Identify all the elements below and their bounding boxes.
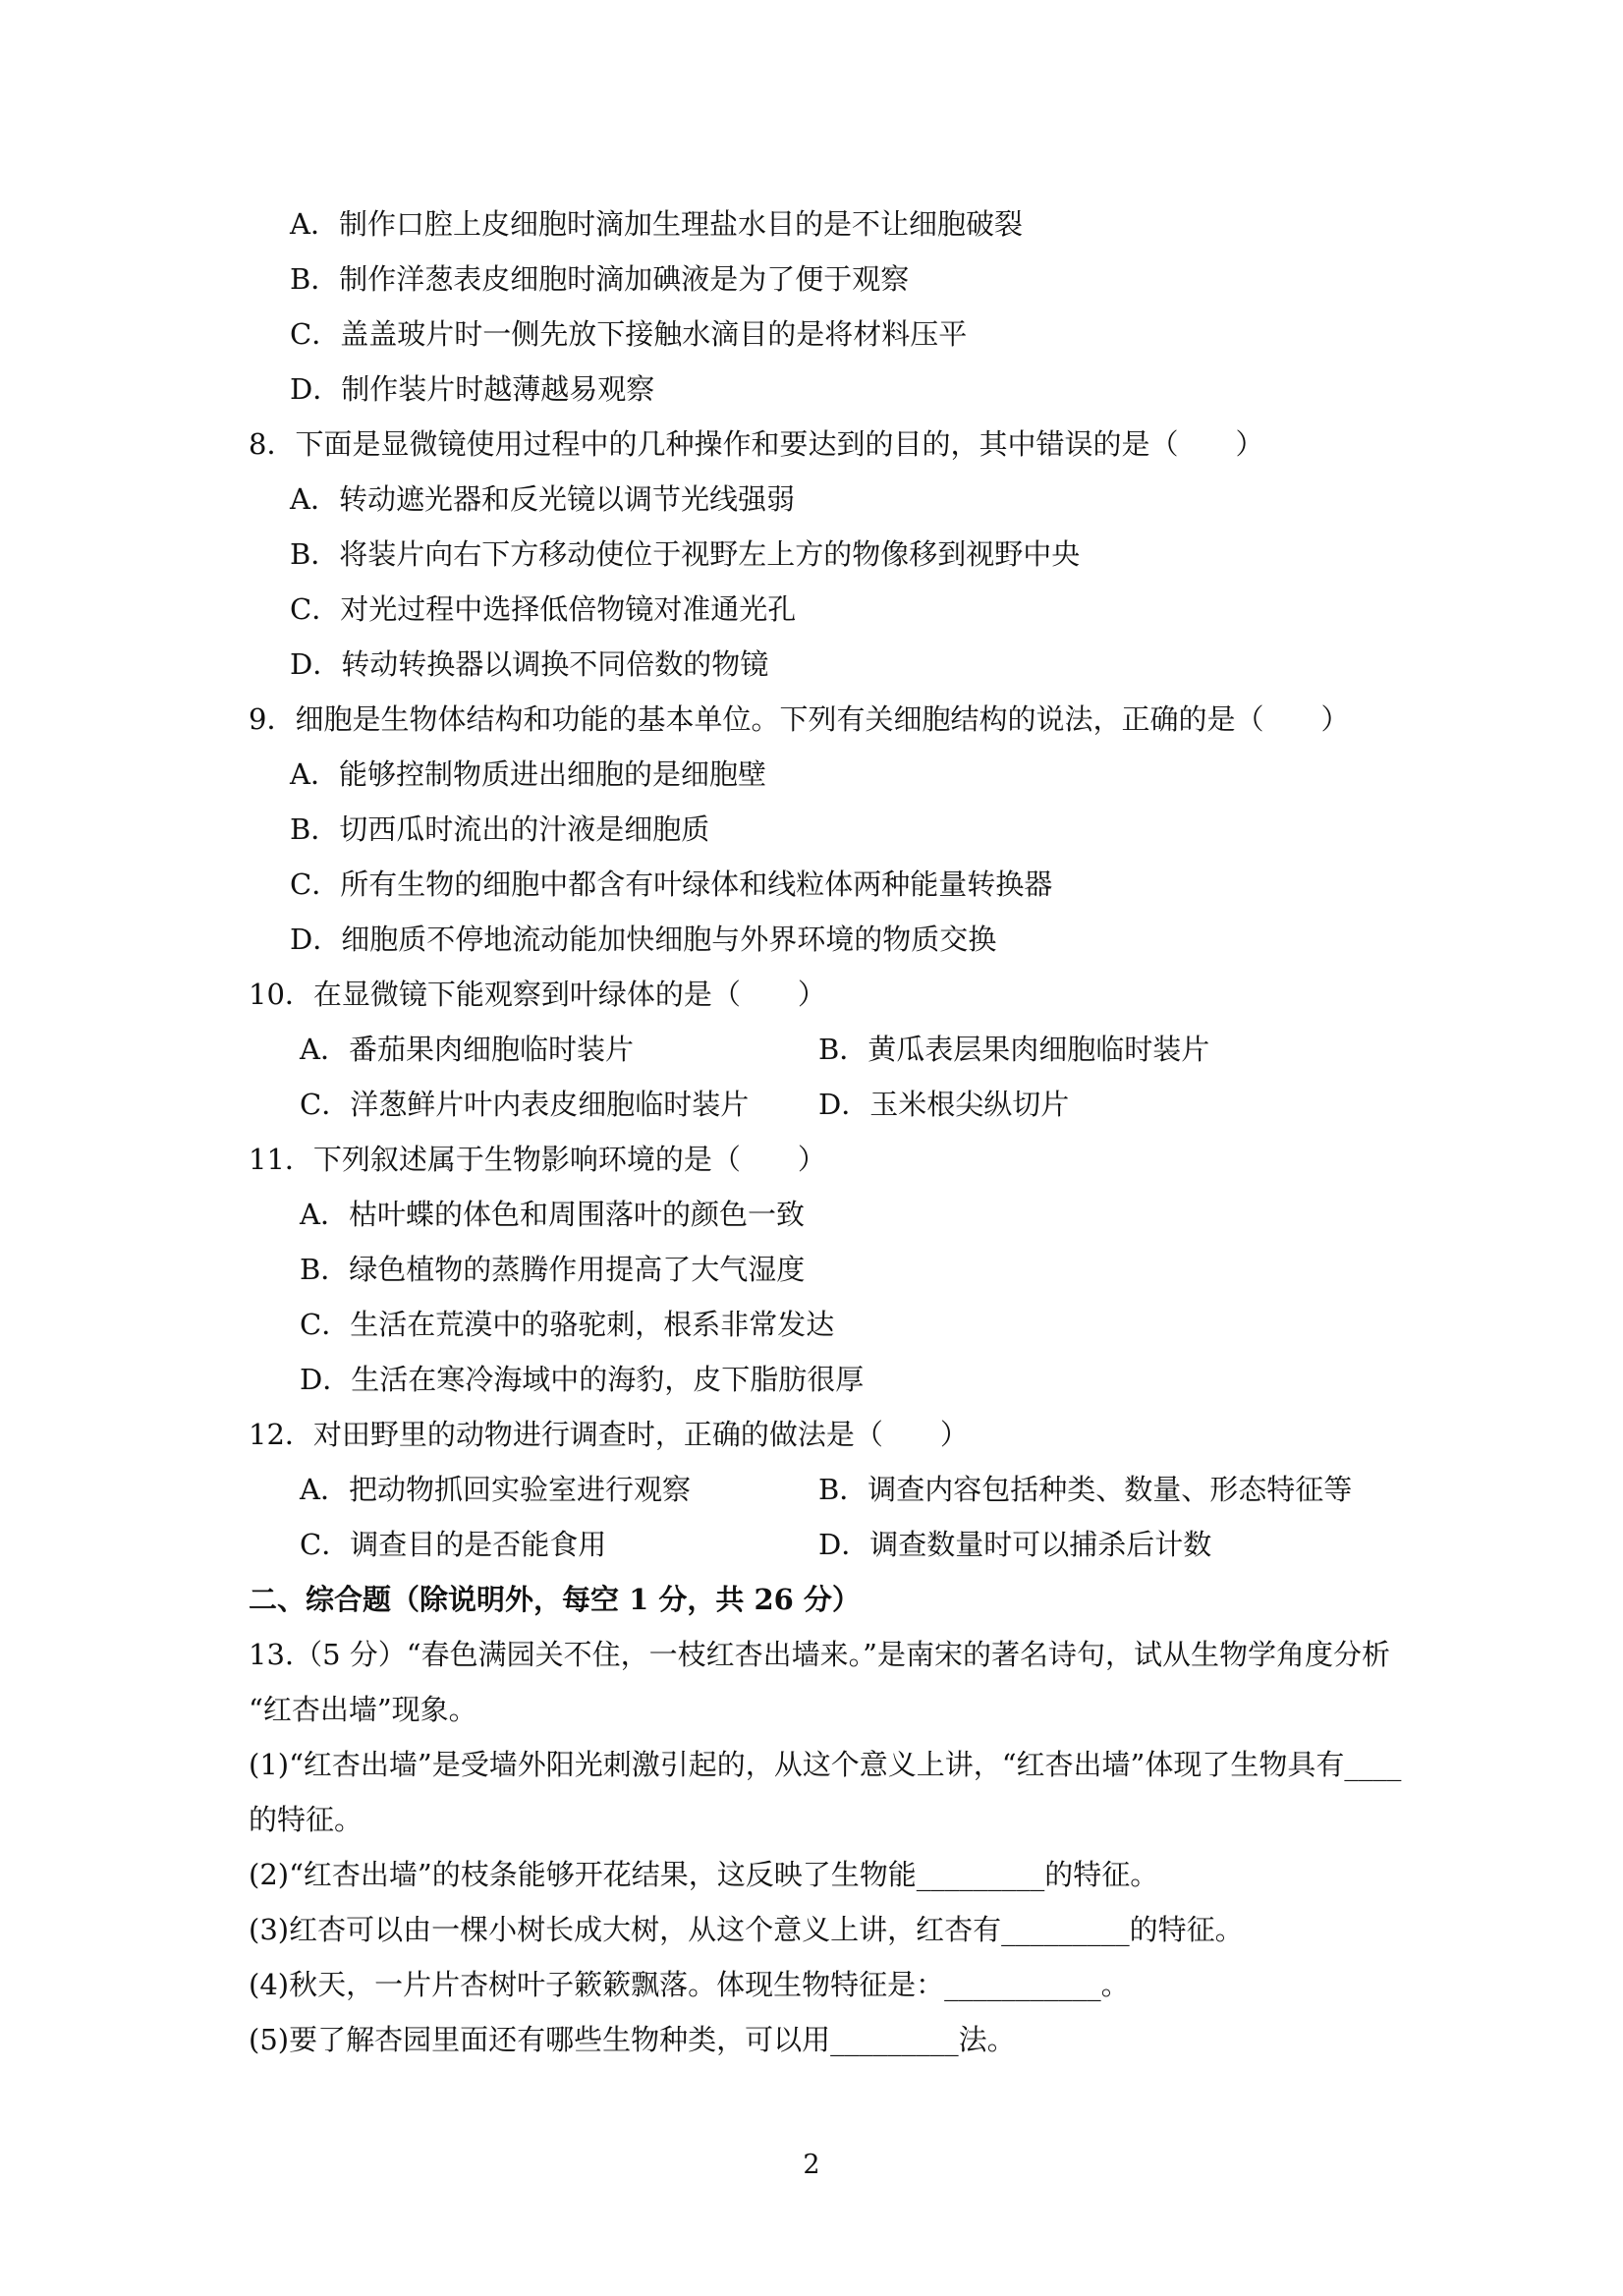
q9-option-c: C．所有生物的细胞中都含有叶绿体和线粒体两种能量转换器	[290, 868, 1053, 901]
q12-option-c: C．调查目的是否能食用	[300, 1528, 607, 1561]
q13-stem-line2: “红杏出墙”现象。	[249, 1693, 477, 1726]
q11-option-c: C．生活在荒漠中的骆驼刺，根系非常发达	[300, 1308, 835, 1341]
q8-option-c: C．对光过程中选择低倍物镜对准通光孔	[290, 592, 797, 626]
q13-part1-line1: (1)“红杏出墙”是受墙外阳光刺激引起的，从这个意义上讲，“红杏出墙”体现了生物具有____	[249, 1748, 1402, 1781]
q13-part4: (4)秋天，一片片杏树叶子簌簌飘落。体现生物特征是：___________。	[249, 1968, 1130, 2001]
q9-option-a: A．能够控制物质进出细胞的是细胞壁	[290, 757, 766, 791]
q10-option-a: A．番茄果肉细胞临时装片	[300, 1033, 634, 1066]
q12-stem: 12．对田野里的动物进行调查时，正确的做法是（ ）	[249, 1418, 969, 1451]
q12-option-d: D．调查数量时可以捕杀后计数	[818, 1528, 1212, 1561]
q12-option-b: B．调查内容包括种类、数量、形态特征等	[818, 1473, 1353, 1506]
page-number: 2	[803, 2150, 820, 2180]
q7-option-b: B．制作洋葱表皮细胞时滴加碘液是为了便于观察	[290, 262, 910, 296]
q13-part2: (2)“红杏出墙”的枝条能够开花结果，这反映了生物能_________的特征。	[249, 1858, 1159, 1891]
q11-option-a: A．枯叶蝶的体色和周围落叶的颜色一致	[300, 1198, 805, 1231]
section-heading: 二、综合题（除说明外，每空 1 分，共 26 分）	[249, 1583, 861, 1616]
q7-option-d: D．制作装片时越薄越易观察	[290, 372, 655, 406]
q11-option-d: D．生活在寒冷海域中的海豹，皮下脂肪很厚	[300, 1363, 865, 1396]
q11-stem: 11．下列叙述属于生物影响环境的是（ ）	[249, 1143, 826, 1176]
q10-option-b: B．黄瓜表层果肉细胞临时装片	[818, 1033, 1210, 1066]
q8-option-d: D．转动转换器以调换不同倍数的物镜	[290, 647, 769, 681]
q13-part3: (3)红杏可以由一棵小树长成大树，从这个意义上讲，红杏有_________的特征。	[249, 1913, 1244, 1946]
q12-option-a: A．把动物抓回实验室进行观察	[300, 1473, 691, 1506]
q9-stem: 9．细胞是生物体结构和功能的基本单位。下列有关细胞结构的说法，正确的是（ ）	[249, 702, 1350, 736]
q9-option-d: D．细胞质不停地流动能加快细胞与外界环境的物质交换	[290, 923, 997, 956]
q10-option-d: D．玉米根尖纵切片	[818, 1088, 1070, 1121]
q10-option-c: C．洋葱鲜片叶内表皮细胞临时装片	[300, 1088, 750, 1121]
q9-option-b: B．切西瓜时流出的汁液是细胞质	[290, 812, 710, 846]
q11-option-b: B．绿色植物的蒸腾作用提高了大气湿度	[300, 1253, 806, 1286]
q8-option-b: B．将装片向右下方移动使位于视野左上方的物像移到视野中央	[290, 537, 1081, 571]
q13-part1-line2: 的特征。	[249, 1803, 364, 1836]
q13-part5: (5)要了解杏园里面还有哪些生物种类，可以用_________法。	[249, 2023, 1016, 2056]
q13-stem-line1: 13.（5 分）“春色满园关不住，一枝红杏出墙来。”是南宋的著名诗句，试从生物学角度分析	[249, 1638, 1390, 1671]
q7-option-c: C．盖盖玻片时一侧先放下接触水滴目的是将材料压平	[290, 317, 968, 351]
q10-stem: 10．在显微镜下能观察到叶绿体的是（ ）	[249, 978, 826, 1011]
q7-option-a: A．制作口腔上皮细胞时滴加生理盐水目的是不让细胞破裂	[290, 207, 1023, 241]
q8-stem: 8．下面是显微镜使用过程中的几种操作和要达到的目的，其中错误的是（ ）	[249, 427, 1264, 461]
q8-option-a: A．转动遮光器和反光镜以调节光线强弱	[290, 482, 795, 516]
